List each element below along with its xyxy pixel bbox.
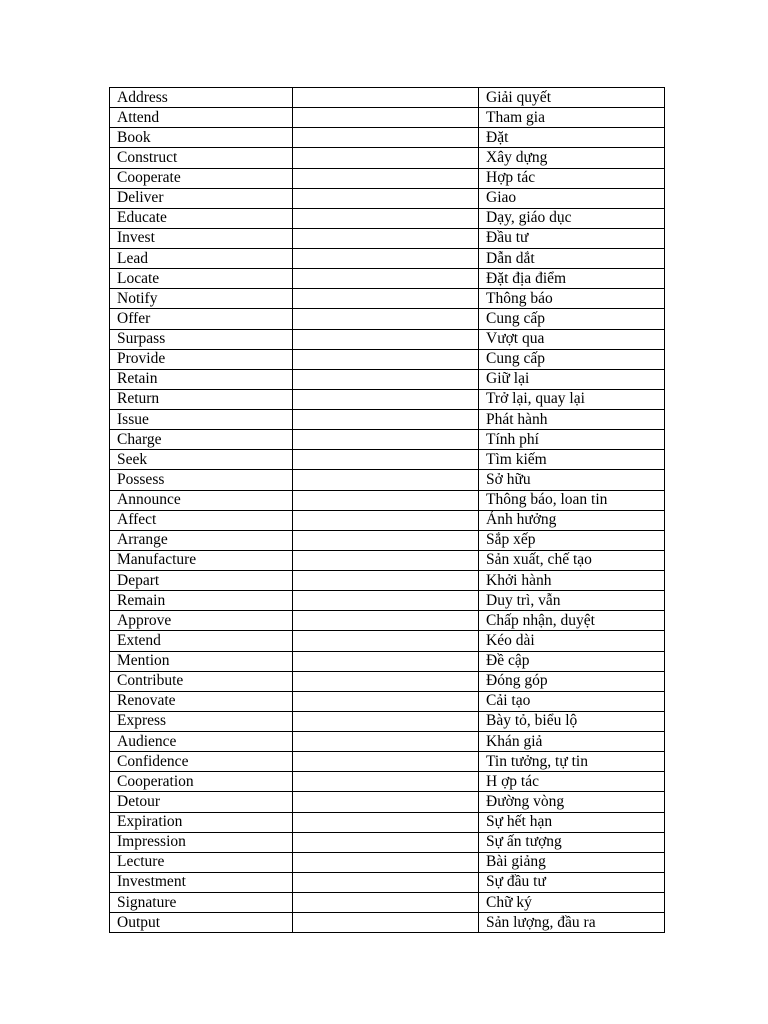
vietnamese-meaning-cell: Duy trì, vẫn xyxy=(479,591,665,611)
blank-cell xyxy=(293,249,479,269)
blank-cell xyxy=(293,168,479,188)
vietnamese-meaning-cell: Sở hữu xyxy=(479,470,665,490)
english-word-cell: Contribute xyxy=(110,671,293,691)
vietnamese-meaning-cell: Khởi hành xyxy=(479,571,665,591)
table-row xyxy=(110,410,665,430)
english-word-cell: Attend xyxy=(110,108,293,128)
blank-cell xyxy=(293,772,479,792)
vietnamese-meaning-cell: Sự hết hạn xyxy=(479,812,665,832)
english-word-cell: Invest xyxy=(110,228,293,248)
vietnamese-meaning-cell: Vượt qua xyxy=(479,329,665,349)
vietnamese-meaning-cell: Khán giả xyxy=(479,732,665,752)
table-row xyxy=(110,752,665,772)
table-row xyxy=(110,329,665,349)
vietnamese-meaning-cell: Kéo dài xyxy=(479,631,665,651)
english-word-cell: Issue xyxy=(110,410,293,430)
blank-cell xyxy=(293,812,479,832)
english-word-cell: Seek xyxy=(110,450,293,470)
table-row xyxy=(110,530,665,550)
blank-cell xyxy=(293,671,479,691)
english-word-cell: Possess xyxy=(110,470,293,490)
table-row xyxy=(110,852,665,872)
table-row xyxy=(110,430,665,450)
vietnamese-meaning-cell: Đề cập xyxy=(479,651,665,671)
vietnamese-meaning-cell: Dẫn dắt xyxy=(479,249,665,269)
english-word-cell: Book xyxy=(110,128,293,148)
vietnamese-meaning-cell: Hợp tác xyxy=(479,168,665,188)
blank-cell xyxy=(293,108,479,128)
table-row xyxy=(110,711,665,731)
blank-cell xyxy=(293,611,479,631)
blank-cell xyxy=(293,691,479,711)
table-row xyxy=(110,249,665,269)
blank-cell xyxy=(293,510,479,530)
english-word-cell: Signature xyxy=(110,893,293,913)
table-row xyxy=(110,893,665,913)
vietnamese-meaning-cell: Thông báo, loan tin xyxy=(479,490,665,510)
table-row xyxy=(110,490,665,510)
vietnamese-meaning-cell: Đầu tư xyxy=(479,228,665,248)
english-word-cell: Provide xyxy=(110,349,293,369)
table-row xyxy=(110,913,665,933)
vocabulary-table xyxy=(109,87,665,933)
blank-cell xyxy=(293,711,479,731)
vietnamese-meaning-cell: Dạy, giáo dục xyxy=(479,208,665,228)
vietnamese-meaning-cell: Thông báo xyxy=(479,289,665,309)
english-word-cell: Detour xyxy=(110,792,293,812)
table-row xyxy=(110,369,665,389)
table-row xyxy=(110,128,665,148)
table-row xyxy=(110,792,665,812)
blank-cell xyxy=(293,309,479,329)
vietnamese-meaning-cell: Trở lại, quay lại xyxy=(479,389,665,409)
english-word-cell: Announce xyxy=(110,490,293,510)
blank-cell xyxy=(293,289,479,309)
english-word-cell: Lead xyxy=(110,249,293,269)
vietnamese-meaning-cell: Sự ấn tượng xyxy=(479,832,665,852)
english-word-cell: Locate xyxy=(110,269,293,289)
english-word-cell: Arrange xyxy=(110,530,293,550)
vietnamese-meaning-cell: Tham gia xyxy=(479,108,665,128)
blank-cell xyxy=(293,550,479,570)
table-row xyxy=(110,349,665,369)
table-row xyxy=(110,571,665,591)
table-row xyxy=(110,812,665,832)
blank-cell xyxy=(293,872,479,892)
english-word-cell: Construct xyxy=(110,148,293,168)
blank-cell xyxy=(293,208,479,228)
english-word-cell: Cooperation xyxy=(110,772,293,792)
vietnamese-meaning-cell: Sản lượng, đầu ra xyxy=(479,913,665,933)
blank-cell xyxy=(293,228,479,248)
blank-cell xyxy=(293,832,479,852)
blank-cell xyxy=(293,269,479,289)
vietnamese-meaning-cell: Bày tỏ, biểu lộ xyxy=(479,711,665,731)
english-word-cell: Offer xyxy=(110,309,293,329)
table-row xyxy=(110,470,665,490)
vietnamese-meaning-cell: Bài giảng xyxy=(479,852,665,872)
english-word-cell: Return xyxy=(110,389,293,409)
table-row xyxy=(110,611,665,631)
english-word-cell: Notify xyxy=(110,289,293,309)
english-word-cell: Charge xyxy=(110,430,293,450)
vietnamese-meaning-cell: Đóng góp xyxy=(479,671,665,691)
blank-cell xyxy=(293,329,479,349)
english-word-cell: Surpass xyxy=(110,329,293,349)
blank-cell xyxy=(293,913,479,933)
blank-cell xyxy=(293,410,479,430)
blank-cell xyxy=(293,490,479,510)
blank-cell xyxy=(293,128,479,148)
blank-cell xyxy=(293,792,479,812)
english-word-cell: Investment xyxy=(110,872,293,892)
table-row xyxy=(110,671,665,691)
blank-cell xyxy=(293,450,479,470)
table-row xyxy=(110,732,665,752)
table-row xyxy=(110,208,665,228)
vietnamese-meaning-cell: Chấp nhận, duyệt xyxy=(479,611,665,631)
english-word-cell: Remain xyxy=(110,591,293,611)
english-word-cell: Expiration xyxy=(110,812,293,832)
blank-cell xyxy=(293,88,479,108)
table-row xyxy=(110,289,665,309)
english-word-cell: Renovate xyxy=(110,691,293,711)
vietnamese-meaning-cell: Cung cấp xyxy=(479,309,665,329)
blank-cell xyxy=(293,893,479,913)
vietnamese-meaning-cell: Giải quyết xyxy=(479,88,665,108)
vietnamese-meaning-cell: Sản xuất, chế tạo xyxy=(479,550,665,570)
table-row xyxy=(110,651,665,671)
blank-cell xyxy=(293,852,479,872)
english-word-cell: Express xyxy=(110,711,293,731)
blank-cell xyxy=(293,591,479,611)
blank-cell xyxy=(293,369,479,389)
table-row xyxy=(110,228,665,248)
english-word-cell: Manufacture xyxy=(110,550,293,570)
blank-cell xyxy=(293,651,479,671)
vietnamese-meaning-cell: Tin tưởng, tự tin xyxy=(479,752,665,772)
blank-cell xyxy=(293,148,479,168)
english-word-cell: Lecture xyxy=(110,852,293,872)
english-word-cell: Deliver xyxy=(110,188,293,208)
vietnamese-meaning-cell: Sự đầu tư xyxy=(479,872,665,892)
english-word-cell: Approve xyxy=(110,611,293,631)
blank-cell xyxy=(293,530,479,550)
table-row xyxy=(110,832,665,852)
english-word-cell: Address xyxy=(110,88,293,108)
vietnamese-meaning-cell: H ợp tác xyxy=(479,772,665,792)
vietnamese-meaning-cell: Đặt địa điểm xyxy=(479,269,665,289)
blank-cell xyxy=(293,188,479,208)
table-row xyxy=(110,188,665,208)
english-word-cell: Educate xyxy=(110,208,293,228)
english-word-cell: Cooperate xyxy=(110,168,293,188)
blank-cell xyxy=(293,732,479,752)
english-word-cell: Retain xyxy=(110,369,293,389)
english-word-cell: Extend xyxy=(110,631,293,651)
table-row xyxy=(110,269,665,289)
vietnamese-meaning-cell: Sắp xếp xyxy=(479,530,665,550)
vocabulary-table-body xyxy=(110,88,665,933)
vietnamese-meaning-cell: Chữ ký xyxy=(479,893,665,913)
table-row xyxy=(110,108,665,128)
english-word-cell: Output xyxy=(110,913,293,933)
table-row xyxy=(110,309,665,329)
english-word-cell: Confidence xyxy=(110,752,293,772)
table-row xyxy=(110,691,665,711)
vietnamese-meaning-cell: Giữ lại xyxy=(479,369,665,389)
english-word-cell: Impression xyxy=(110,832,293,852)
blank-cell xyxy=(293,752,479,772)
english-word-cell: Depart xyxy=(110,571,293,591)
table-row xyxy=(110,88,665,108)
blank-cell xyxy=(293,631,479,651)
blank-cell xyxy=(293,430,479,450)
vietnamese-meaning-cell: Tính phí xyxy=(479,430,665,450)
english-word-cell: Mention xyxy=(110,651,293,671)
table-row xyxy=(110,389,665,409)
blank-cell xyxy=(293,349,479,369)
table-row xyxy=(110,550,665,570)
table-row xyxy=(110,168,665,188)
blank-cell xyxy=(293,389,479,409)
table-row xyxy=(110,772,665,792)
table-row xyxy=(110,510,665,530)
english-word-cell: Audience xyxy=(110,732,293,752)
vietnamese-meaning-cell: Phát hành xyxy=(479,410,665,430)
table-row xyxy=(110,631,665,651)
vietnamese-meaning-cell: Ảnh hưởng xyxy=(479,510,665,530)
vietnamese-meaning-cell: Đường vòng xyxy=(479,792,665,812)
vietnamese-meaning-cell: Giao xyxy=(479,188,665,208)
table-row xyxy=(110,450,665,470)
table-row xyxy=(110,148,665,168)
vietnamese-meaning-cell: Cung cấp xyxy=(479,349,665,369)
vietnamese-meaning-cell: Đặt xyxy=(479,128,665,148)
table-row xyxy=(110,591,665,611)
table-row xyxy=(110,872,665,892)
vietnamese-meaning-cell: Tìm kiếm xyxy=(479,450,665,470)
english-word-cell: Affect xyxy=(110,510,293,530)
blank-cell xyxy=(293,470,479,490)
vietnamese-meaning-cell: Cải tạo xyxy=(479,691,665,711)
blank-cell xyxy=(293,571,479,591)
vietnamese-meaning-cell: Xây dựng xyxy=(479,148,665,168)
